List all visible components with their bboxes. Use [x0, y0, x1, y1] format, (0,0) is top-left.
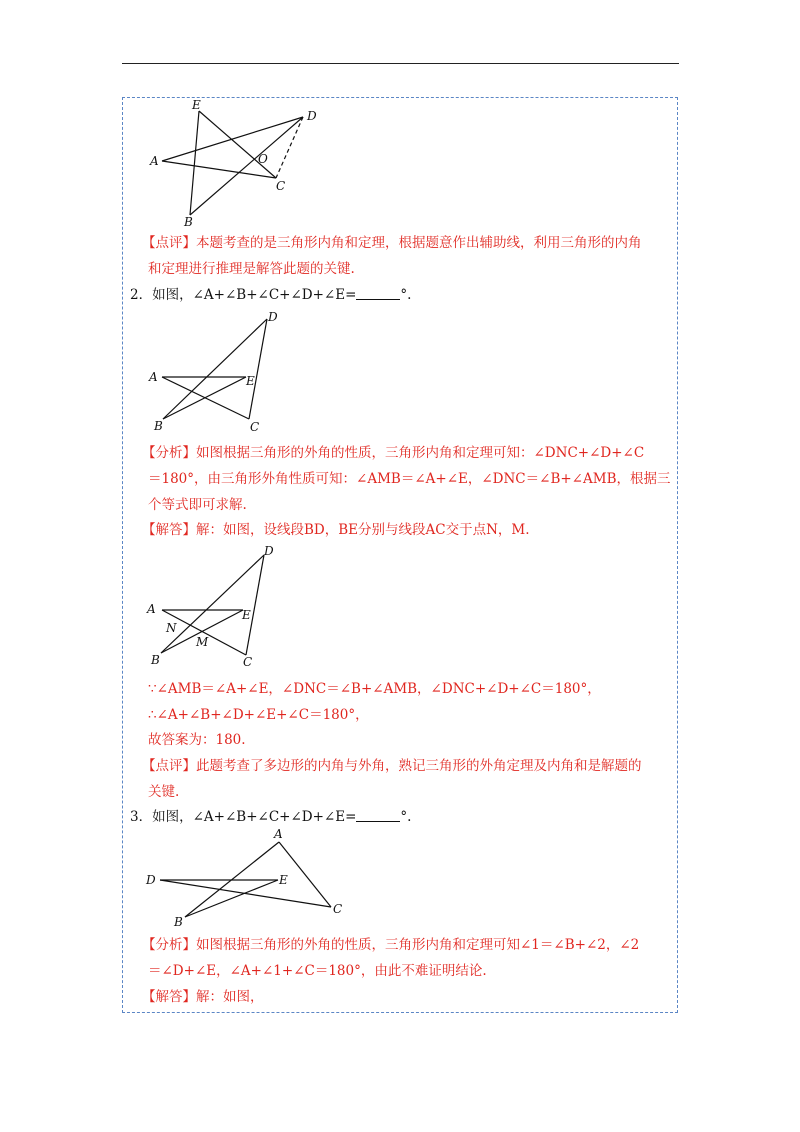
figure-q3 [140, 826, 360, 930]
q2-comment-line-2: 关键. [148, 784, 180, 800]
prev-comment-line-2: 和定理进行推理是解答此题的关键. [148, 261, 355, 277]
segment-ad [162, 117, 303, 161]
label-d: D [268, 310, 278, 324]
label-m: M [196, 635, 209, 649]
label-d: D [307, 109, 317, 123]
label-d: D [264, 544, 274, 558]
q2-comment-line-1: 【点评】此题考查了多边形的内角与外角，熟记三角形的外角定理及内角和是解题的 [142, 758, 642, 774]
q3-stem-text: 如图，∠A+∠B+∠C+∠D+∠E= [152, 809, 357, 825]
label-a: A [150, 154, 159, 168]
label-b: B [174, 915, 183, 929]
q3-answer-intro: 【解答】解：如图， [142, 989, 264, 1005]
q2-number: 2． [130, 287, 153, 303]
segment-eb [190, 111, 199, 215]
label-b: B [184, 215, 193, 228]
label-a: A [149, 370, 158, 384]
label-c: C [276, 179, 286, 193]
q3-answer-blank [356, 807, 400, 822]
label-e: E [192, 98, 201, 112]
q3-analysis-line-1: 【分析】如图根据三角形的外角的性质，三角形内角和定理可知∠1＝∠B+∠2，∠2 [142, 937, 640, 953]
figure-q2-annotated [140, 542, 290, 674]
label-e: E [246, 374, 255, 388]
label-c: C [243, 655, 253, 669]
q2-step-1: ∵∠AMB＝∠A+∠E，∠DNC＝∠B+∠AMB，∠DNC+∠D+∠C＝180°， [148, 681, 601, 697]
q2-step-3: 故答案为：180. [148, 732, 246, 748]
label-d: D [146, 873, 156, 887]
label-o: O [258, 152, 268, 166]
q3-number: 3． [130, 809, 153, 825]
label-b: B [151, 653, 160, 667]
label-a: A [147, 602, 156, 616]
header-rule [122, 63, 679, 64]
label-c: C [250, 420, 260, 434]
q3-analysis-line-2: ＝∠D+∠E，∠A+∠1+∠C＝180°，由此不难证明结论. [148, 963, 487, 979]
label-c: C [333, 902, 343, 916]
q2-analysis-line-3: 个等式即可求解. [148, 497, 247, 513]
q2-analysis-line-1: 【分析】如图根据三角形的外角的性质，三角形内角和定理可知：∠DNC+∠D+∠C [142, 445, 645, 461]
q2-stem-text: 如图，∠A+∠B+∠C+∠D+∠E= [152, 287, 357, 303]
label-n: N [166, 621, 177, 635]
figure-q2 [140, 306, 290, 438]
label-e: E [279, 873, 288, 887]
q2-stem [130, 282, 411, 308]
prev-comment-line-1: 【点评】本题考查的是三角形内角和定理，根据题意作出辅助线，利用三角形的内角 [142, 235, 642, 251]
label-b: B [154, 419, 163, 433]
label-a: A [274, 827, 283, 841]
q3-stem-end: °. [400, 809, 412, 825]
segment-bd [190, 117, 303, 215]
q2-answer-blank [356, 285, 400, 300]
q2-answer-intro: 【解答】解：如图，设线段BD，BE分别与线段AC交于点N，M. [142, 522, 530, 538]
q2-step-2: ∴∠A+∠B+∠D+∠E+∠C＝180°， [148, 707, 369, 723]
q2-stem-end: °. [400, 287, 412, 303]
segment-dc-dashed [276, 117, 303, 178]
figure-star-pentagon [140, 98, 340, 228]
label-e: E [242, 608, 251, 622]
q2-analysis-line-2: ＝180°，由三角形外角性质可知：∠AMB＝∠A+∠E，∠DNC＝∠B+∠AMB，根据三 [148, 471, 671, 487]
